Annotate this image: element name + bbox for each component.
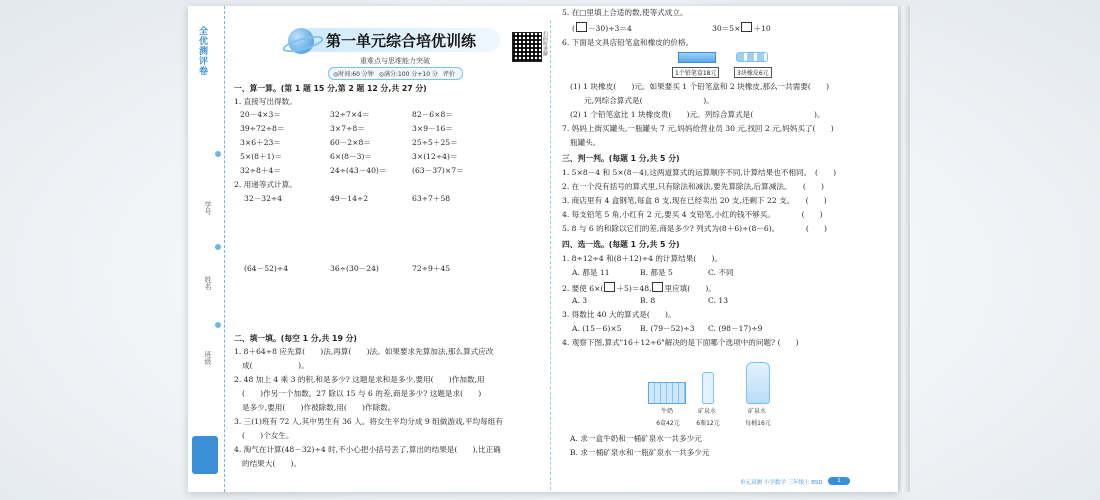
- binding-hole: [215, 322, 221, 328]
- product-milk-name: 牛奶: [660, 408, 673, 415]
- time-info: ◎时间:60 分钟: [333, 71, 374, 78]
- qr-code-icon[interactable]: [512, 32, 542, 62]
- step-calc-item: 32－32÷4: [244, 194, 283, 203]
- choice-1-options: [572, 268, 776, 278]
- page-title: 第一单元综合培优训练: [326, 32, 477, 50]
- step-calc-item: 72÷9＋45: [412, 264, 451, 273]
- option-b[interactable]: B. 都是 5: [640, 268, 673, 277]
- calc-item: 3×7÷8＝: [330, 124, 365, 133]
- qr-caption: 扫码听讲解: [542, 31, 548, 56]
- calc-item: 5×(8＋1)＝: [240, 152, 282, 161]
- page-number: 1: [828, 477, 850, 485]
- choice-4-option-a[interactable]: A. 求一盒牛奶和一桶矿泉水一共多少元: [570, 434, 702, 443]
- product-barrel-price: 每桶16元: [745, 420, 771, 427]
- option-a[interactable]: A. 都是 11: [572, 268, 610, 277]
- answer-box[interactable]: [652, 282, 663, 292]
- option-c[interactable]: C. 13: [708, 296, 729, 305]
- choice-2-options: [572, 296, 776, 306]
- choice-4-option-b[interactable]: B. 求一桶矿泉水和一瓶矿泉水一共多少元: [570, 448, 710, 457]
- answer-box[interactable]: [576, 22, 587, 32]
- fill-line: 3. 三(1)班有 72 人,其中男生有 36 人。将女生平均分成 9 组做游戏,平均每组有: [234, 417, 503, 426]
- choice-2: 2. 要使 6×( ＋5)＝48, 里应填( )。: [562, 284, 716, 293]
- worksheet-page: [188, 6, 898, 492]
- option-a[interactable]: A. 3: [572, 296, 588, 305]
- pencil-box-image: [678, 52, 716, 63]
- column-divider: [550, 20, 551, 490]
- eraser-image: [736, 52, 768, 62]
- product-milk-price: 6盒42元: [656, 420, 680, 427]
- judge-item: 1. 5×8－4 和 5×(8－4),这两道算式的运算顺序不同,计算结果也不相同。 ( ): [562, 168, 837, 177]
- calc-item: (63－37)×7＝: [412, 166, 464, 175]
- step-calc-item: 36÷(30－24): [330, 264, 379, 273]
- product-bottle-name: 矿泉水: [697, 408, 716, 415]
- option-c[interactable]: C. 不同: [708, 268, 734, 277]
- calc-item: 39÷72÷8＝: [240, 124, 285, 133]
- question-1-1: 1. 直接写出得数。: [234, 97, 297, 106]
- equation-5a: ( －30)÷3＝4: [572, 24, 632, 33]
- exam-meta: [328, 67, 463, 80]
- option-a[interactable]: A. (15－6)×5: [572, 324, 622, 333]
- section-2-heading: 二、填一填。(每空 1 分,共 19 分): [234, 334, 357, 343]
- equation-5b: 30＝5× ＋10: [712, 24, 771, 33]
- choice-3: 3. 得数比 40 大的算式是( )。: [562, 310, 676, 319]
- water-barrel-image: [746, 362, 770, 404]
- q6-line: (1) 1 块橡皮( )元。如果要买 1 个铅笔盒和 2 块橡皮,那么一共需要( ): [570, 82, 830, 91]
- name-label: 姓名: [204, 276, 212, 290]
- calc-item: 3×6＋23＝: [240, 138, 281, 147]
- judge-item: 3. 商店里有 4 盒钢笔,每盒 8 支,现在已经卖出 20 支,还剩下 22 支。 ( ): [562, 196, 827, 205]
- eval-label: 评价: [442, 71, 455, 78]
- calc-item: 3×9－16＝: [412, 124, 453, 133]
- answer-box[interactable]: [604, 282, 615, 292]
- choice-1: 1. 8÷12÷4 和(8＋12)÷4 的计算结果( )。: [562, 254, 723, 263]
- judge-item: 5. 8 与 6 的和除以它们的差,商是多少? 列式为(8＋6)÷(8－6)。 ( ): [562, 224, 827, 233]
- price-tag-eraser: 3块橡皮6元: [734, 67, 772, 78]
- section-4-heading: 四、选一选。(每题 1 分,共 5 分): [562, 240, 680, 249]
- question-6: 6. 下面是文具店铅笔盒和橡皮的价格。: [562, 38, 694, 47]
- score-info: ◎满分:100 分+10 分: [378, 71, 438, 78]
- class-label: 班级: [204, 351, 212, 365]
- price-tag-pencil-box: 1个铅笔盒18元: [672, 67, 719, 78]
- choice-3-options: [572, 324, 776, 334]
- fill-line: 的结果大( )。: [242, 459, 302, 468]
- fill-line: 是多少,要用( )作被除数,用( )作除数。: [242, 403, 396, 412]
- option-b[interactable]: B. (79－52)÷3: [640, 324, 695, 333]
- title-block: [288, 18, 502, 78]
- section-3-heading: 三、判一判。(每题 1 分,共 5 分): [562, 154, 680, 163]
- binding-hole: [215, 244, 221, 250]
- page-subtitle: 重难点与思维能力突破: [360, 57, 430, 65]
- calc-item: 25÷5＋25＝: [412, 138, 458, 147]
- id-label: 学号: [204, 201, 212, 215]
- footer-text: 单元双测 小学数学 三年级上 BSD: [740, 480, 823, 486]
- question-7-cont: 瓶罐头。: [570, 138, 601, 147]
- judge-item: 4. 每支铅笔 5 角,小红有 2 元,要买 4 支铅笔,小红的钱不够买。 ( ): [562, 210, 823, 219]
- judge-item: 2. 在一个没有括号的算式里,只有除法和减法,要先算除法,后算减法。 ( ): [562, 182, 825, 191]
- water-bottle-image: [702, 372, 714, 404]
- product-bottle-price: 6瓶12元: [696, 420, 720, 427]
- calc-item: 32÷7×4＝: [330, 110, 370, 119]
- question-5: 5. 在□里填上合适的数,使等式成立。: [562, 8, 688, 17]
- fill-line: 1. 8＋64÷8 应先算( )法,再算( )法。如果要求先算加法,那么算式应改: [234, 347, 494, 356]
- calc-item: 6×(8－3)＝: [330, 152, 372, 161]
- binding-hole: [215, 151, 221, 157]
- section-1-heading: 一、算一算。(第 1 题 15 分,第 2 题 12 分,共 27 分): [234, 84, 427, 93]
- calc-item: 20－4×3＝: [240, 110, 281, 119]
- question-1-2: 2. 用递等式计算。: [234, 180, 297, 189]
- q6-line: (2) 1 个铅笔盒比 1 块橡皮贵( )元。列综合算式是( )。: [570, 110, 825, 119]
- option-c[interactable]: C. (98－17)÷9: [708, 324, 763, 333]
- option-b[interactable]: B. 8: [640, 296, 656, 305]
- q6-line: 元,列综合算式是( )。: [584, 96, 714, 105]
- binding-strip: [188, 6, 225, 492]
- product-barrel-name: 矿泉水: [747, 408, 766, 415]
- choice-4: 4. 观察下图,算式"16＋12÷6"解决的是下面哪个选项中的问题? ( ): [562, 338, 799, 347]
- fill-line: 成( )。: [242, 361, 309, 370]
- fill-line: ( )个女生。: [242, 431, 294, 440]
- calc-item: 82－6×8＝: [412, 110, 453, 119]
- publisher-logo: [192, 436, 218, 474]
- milk-cartons-image: [648, 382, 686, 404]
- fill-line: ( )作另一个加数。27 除以 15 与 6 的差,商是多少? 这题是求( ): [242, 389, 482, 398]
- step-calc-item: 49－14÷2: [330, 194, 369, 203]
- calc-item: 32÷8＋4＝: [240, 166, 281, 175]
- calc-item: 3×(12÷4)＝: [412, 152, 458, 161]
- step-calc-item: (64－52)÷4: [244, 264, 289, 273]
- calc-item: 60－2×8＝: [330, 138, 371, 147]
- fill-line: 2. 48 加上 4 乘 3 的积,和是多少? 这题是求和是多少,要用( )作加数,用: [234, 375, 485, 384]
- calc-item: 24÷(43－40)＝: [330, 166, 387, 175]
- brand-label: 全优测评卷: [197, 26, 207, 76]
- fill-line: 4. 淘气在计算(48－32)÷4 时,不小心把小括号丢了,算出的结果是( ),比正确: [234, 445, 501, 454]
- step-calc-item: 63÷7＋58: [412, 194, 451, 203]
- answer-box[interactable]: [741, 22, 752, 32]
- page-edge: [898, 6, 910, 492]
- question-7: 7. 妈妈上街买罐头,一瓶罐头 7 元,妈妈给营业员 30 元,找回 2 元,妈妈买了( ): [562, 124, 834, 133]
